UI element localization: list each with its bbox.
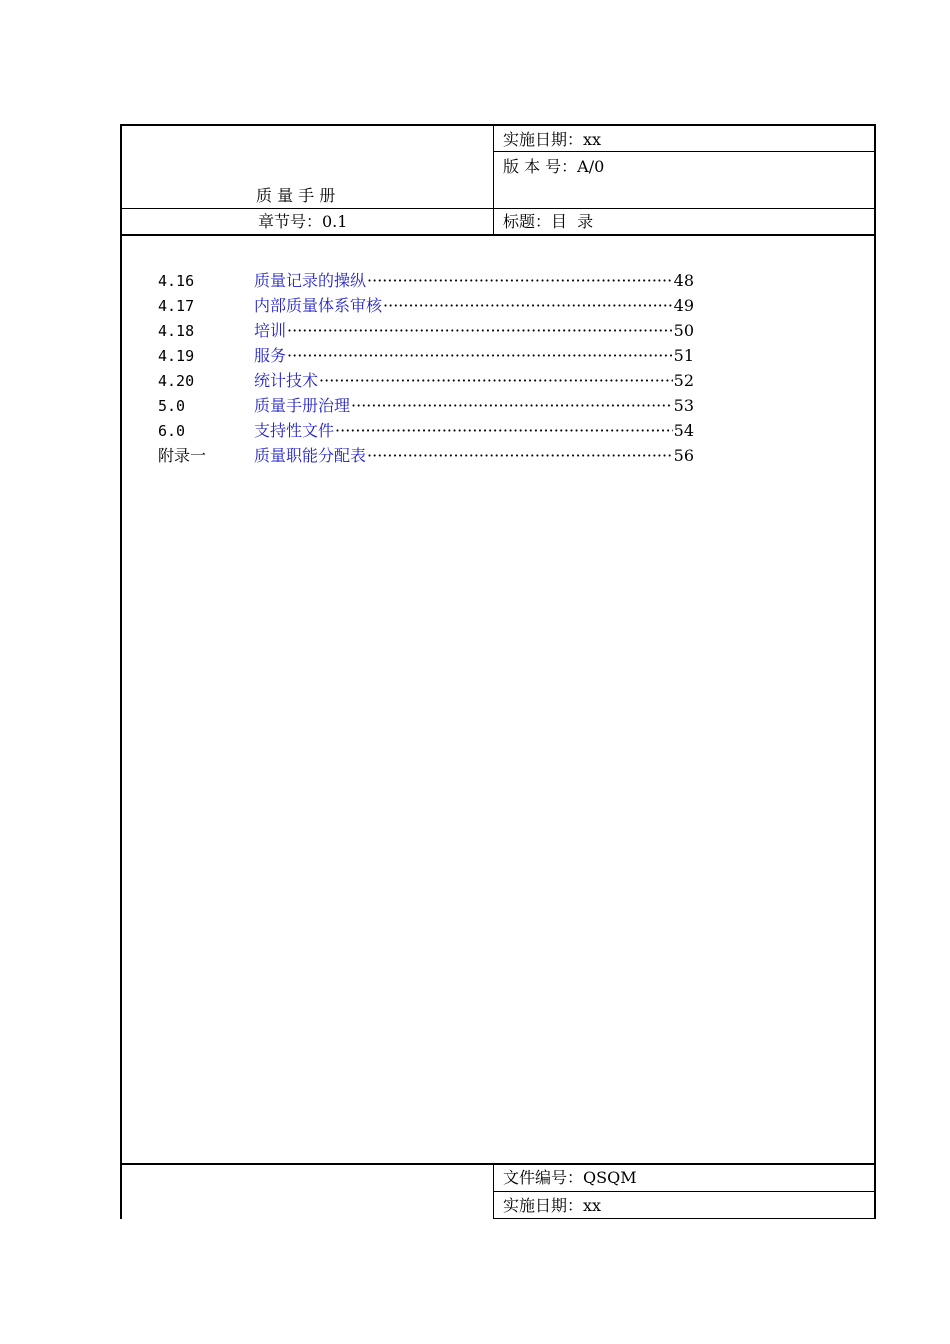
toc-item[interactable] [158, 295, 718, 320]
toc-item[interactable] [158, 420, 718, 445]
manual-title: 质 量 手 册 [256, 186, 336, 205]
toc-item-title[interactable]: 培训 [254, 321, 287, 340]
toc-leader-dots [367, 270, 673, 292]
toc-item-number: 4.17 [158, 297, 195, 315]
toc-leader-dots [319, 370, 673, 392]
version-number: 版 本 号：A/0 [503, 157, 605, 176]
toc-item[interactable] [158, 445, 718, 470]
toc-item[interactable] [158, 395, 718, 420]
document-number: 文件编号：QSQM [503, 1168, 637, 1187]
toc-item-page: 48 [673, 271, 694, 290]
toc-item-title[interactable]: 内部质量体系审核 [254, 296, 383, 315]
header-row-divider-1 [493, 151, 875, 152]
toc-item-title[interactable]: 质量记录的操纵 [254, 271, 367, 290]
header-bottom-border [120, 234, 876, 236]
toc-item-title[interactable]: 质量职能分配表 [254, 446, 367, 465]
implementation-date: 实施日期：xx [503, 130, 602, 149]
toc-item-number: 4.16 [158, 272, 195, 290]
section-subject: 标题：目 录 [503, 212, 594, 231]
toc-item-number: 6.0 [158, 422, 186, 440]
footer-row-divider [493, 1191, 875, 1192]
toc-leader-dots [383, 295, 673, 317]
toc-item[interactable] [158, 345, 718, 370]
footer-bottom-border [493, 1218, 875, 1219]
footer-column-divider [493, 1164, 494, 1219]
footer-implementation-date: 实施日期：xx [503, 1196, 602, 1215]
toc-leader-dots [287, 345, 673, 367]
toc-item-page: 52 [673, 371, 694, 390]
toc-item-number: 5.0 [158, 397, 186, 415]
table-of-contents [158, 270, 718, 470]
toc-leader-dots [367, 445, 673, 467]
toc-item-page: 50 [673, 321, 694, 340]
header-row-divider-2 [120, 208, 875, 209]
header-top-border [120, 124, 876, 126]
footer-top-border [120, 1163, 876, 1165]
toc-item[interactable] [158, 370, 718, 395]
toc-item-number: 4.19 [158, 347, 195, 365]
toc-item-number: 4.18 [158, 322, 195, 340]
toc-item-page: 54 [673, 421, 694, 440]
toc-item-title[interactable]: 统计技术 [254, 371, 319, 390]
chapter-number: 章节号：0.1 [258, 212, 348, 231]
toc-item[interactable] [158, 320, 718, 345]
toc-item-title[interactable]: 支持性文件 [254, 421, 335, 440]
toc-leader-dots [287, 320, 673, 342]
toc-item-number: 附录一 [158, 446, 207, 465]
toc-item-page: 53 [673, 396, 694, 415]
toc-item-page: 49 [673, 296, 694, 315]
toc-item-title[interactable]: 服务 [254, 346, 287, 365]
toc-leader-dots [335, 420, 673, 442]
toc-item[interactable] [158, 270, 718, 295]
toc-item-number: 4.20 [158, 372, 195, 390]
toc-item-page: 56 [673, 446, 694, 465]
toc-leader-dots [351, 395, 673, 417]
header-column-divider [493, 125, 494, 235]
toc-item-title[interactable]: 质量手册治理 [254, 396, 351, 415]
toc-item-page: 51 [673, 346, 694, 365]
